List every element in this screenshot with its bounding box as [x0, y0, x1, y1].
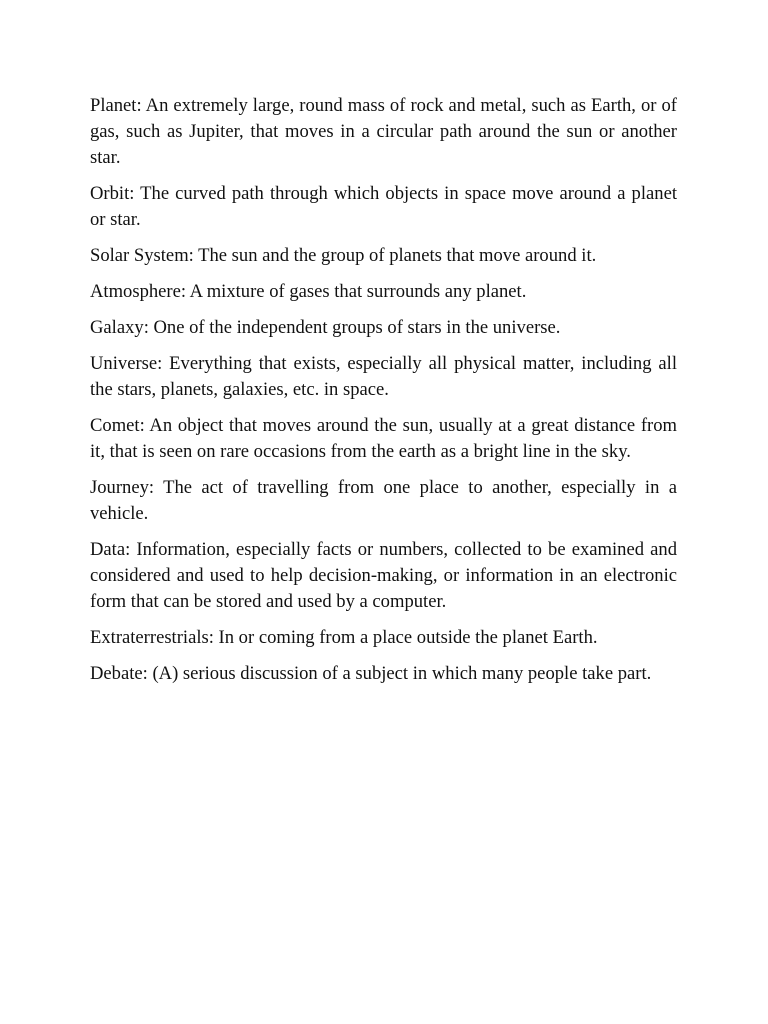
glossary-entry-journey: Journey: The act of travelling from one place to another, especially in a vehicle.	[90, 477, 677, 524]
glossary-entry-extraterrestrials: Extraterrestrials: In or coming from a place outside the planet Earth.	[90, 627, 598, 648]
glossary-page	[90, 93, 677, 697]
glossary-entry-data: Data: Information, especially facts or numbers, collected to be examined and considered and used to help decision-making, or information in an electronic form that can be stored and used by a computer.	[90, 539, 677, 612]
glossary-entry-planet: Planet: An extremely large, round mass of rock and metal, such as Earth, or of gas, such as Jupiter, that moves in a circular path around the sun or another star.	[90, 95, 677, 168]
glossary-entry-orbit: Orbit: The curved path through which objects in space move around a planet or star.	[90, 183, 677, 230]
glossary-entry-galaxy: Galaxy: One of the independent groups of stars in the universe.	[90, 317, 561, 338]
glossary-entry-debate: Debate: (A) serious discussion of a subject in which many people take part.	[90, 663, 652, 684]
glossary-entry-solar-system: Solar System: The sun and the group of planets that move around it.	[90, 245, 597, 266]
glossary-entry-universe: Universe: Everything that exists, especially all physical matter, including all the stars, planets, galaxies, etc. in space.	[90, 353, 677, 400]
glossary-entry-atmosphere: Atmosphere: A mixture of gases that surrounds any planet.	[90, 281, 527, 302]
glossary-entry-comet: Comet: An object that moves around the sun, usually at a great distance from it, that is seen on rare occasions from the earth as a bright line in the sky.	[90, 415, 677, 462]
